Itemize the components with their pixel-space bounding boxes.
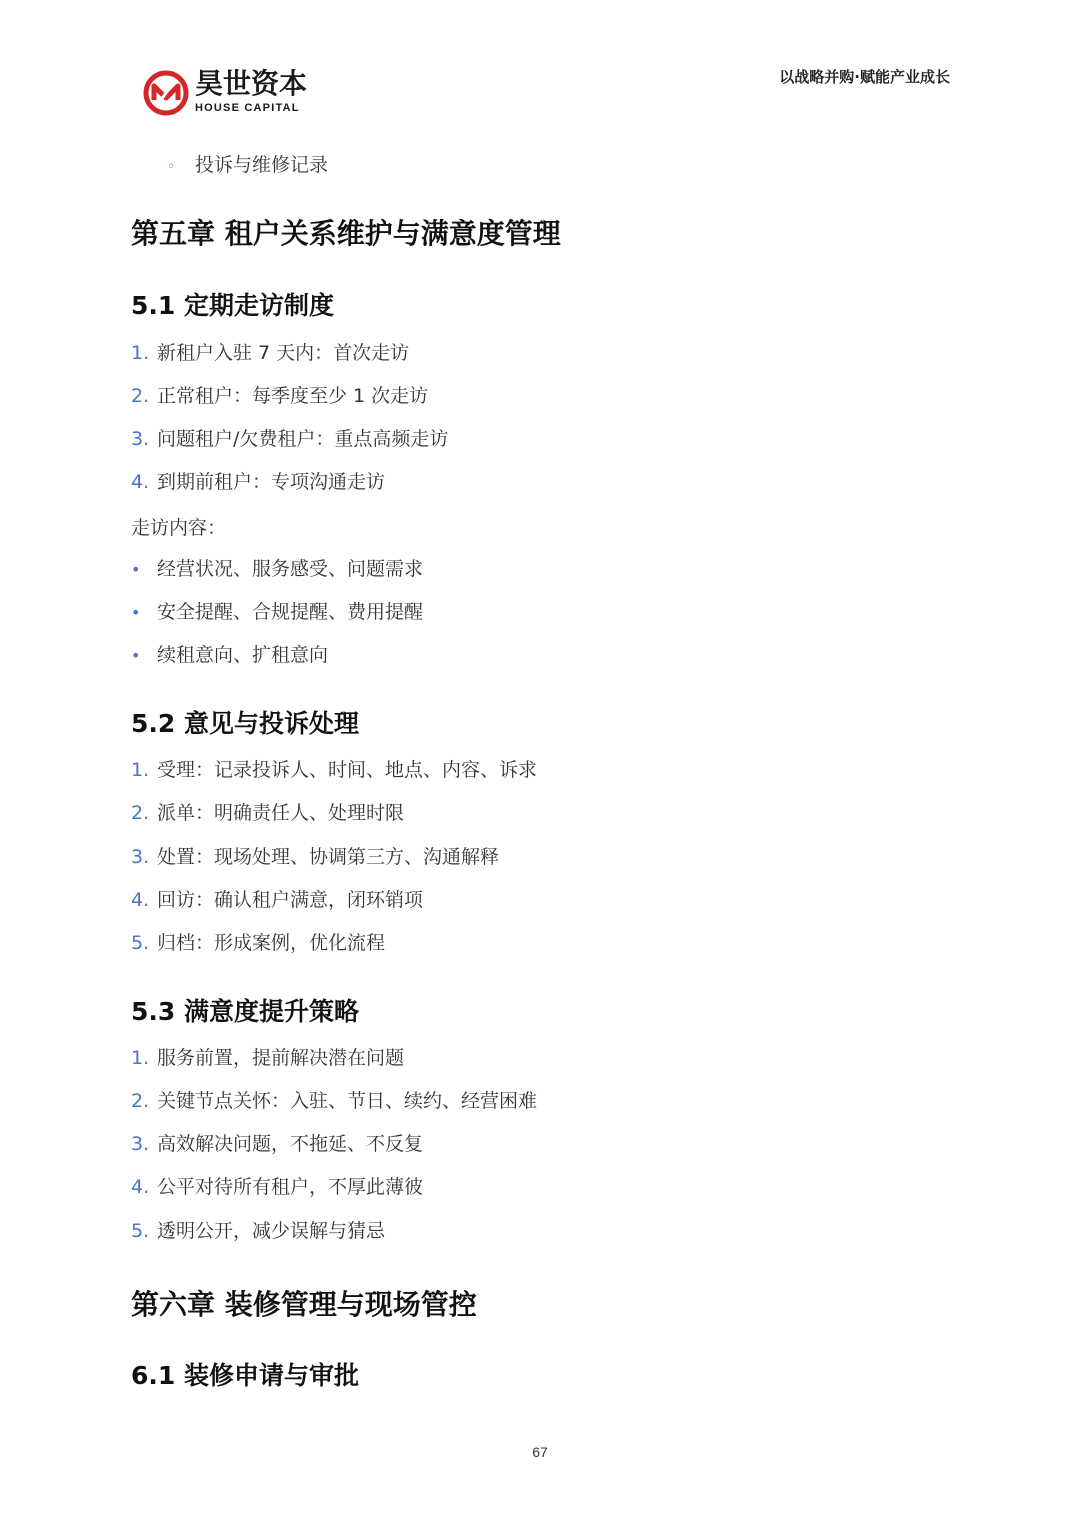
list-number: 5. [131,1220,150,1242]
house-capital-logo-icon [143,70,189,116]
bullet-item-text: 续租意向、扩租意向 [157,644,329,666]
list-number: 4. [131,471,150,493]
list-item-text: 公平对待所有租户，不厚此薄彼 [157,1176,424,1198]
list-item [131,1175,423,1199]
list-item-text: 归档：形成案例，优化流程 [157,932,386,954]
list-item [131,1219,385,1243]
list-item [131,427,448,451]
list-item [131,384,428,408]
header-slogan: 以战略并购·赋能产业成长 [779,68,950,86]
company-logo [143,68,313,120]
list-number: 1. [131,1047,150,1069]
list-number: 3. [131,428,150,450]
list-item-text: 透明公开，减少误解与猜忌 [157,1220,386,1242]
page-number: 67 [532,1444,548,1460]
list-item [131,470,385,494]
list-item-text: 处置：现场处理、协调第三方、沟通解释 [157,846,500,868]
list-item-text: 高效解决问题，不拖延、不反复 [157,1133,424,1155]
bullet-item-text: 安全提醒、合规提醒、费用提醒 [157,601,424,623]
bullet-item [131,600,423,625]
list-item-text: 派单：明确责任人、处理时限 [157,802,405,824]
list-item-text: 到期前租户：专项沟通走访 [157,471,386,493]
chapter-6-heading: 第六章 装修管理与现场管控 [131,1288,477,1321]
hollow-bullet-icon: ◦ [167,159,176,175]
list-number: 1. [131,342,150,364]
list-item-text: 回访：确认租户满意，闭环销项 [157,889,424,911]
list-item [131,1046,404,1070]
visit-content-label: 走访内容： [131,517,227,539]
list-item-text: 新租户入驻 7 天内：首次走访 [157,342,410,364]
sub-list-item-text: 投诉与维修记录 [195,154,329,176]
logo-chinese-name: 昊世资本 [195,67,308,100]
list-number: 3. [131,846,150,868]
list-item [131,341,409,365]
logo-english-name: HOUSE CAPITAL [195,102,300,114]
list-item-text: 服务前置，提前解决潜在问题 [157,1047,405,1069]
bullet-dot-icon: • [131,560,141,579]
bullet-item-text: 经营状况、服务感受、问题需求 [157,558,424,580]
list-number: 2. [131,1090,150,1112]
list-number: 5. [131,932,150,954]
section-5-1-heading: 5.1 定期走访制度 [131,291,334,320]
list-item [131,888,423,912]
list-item [131,1089,537,1113]
list-item-text: 问题租户/欠费租户：重点高频走访 [157,428,449,450]
section-6-1-heading: 6.1 装修申请与审批 [131,1361,359,1390]
bullet-dot-icon: • [131,646,141,665]
bullet-item [131,557,423,582]
section-5-2-heading: 5.2 意见与投诉处理 [131,709,359,738]
list-number: 4. [131,889,150,911]
section-5-3-heading: 5.3 满意度提升策略 [131,997,359,1026]
list-number: 2. [131,385,150,407]
list-number: 2. [131,802,150,824]
sub-list-item [167,150,328,177]
list-item [131,758,537,782]
list-item-text: 关键节点关怀：入驻、节日、续约、经营困难 [157,1090,538,1112]
bullet-dot-icon: • [131,603,141,622]
list-item [131,1132,423,1156]
list-item [131,845,499,869]
list-number: 1. [131,759,150,781]
list-item-text: 正常租户：每季度至少 1 次走访 [157,385,429,407]
list-number: 3. [131,1133,150,1155]
list-item [131,931,385,955]
list-item [131,801,404,825]
bullet-item [131,643,328,668]
list-item-text: 受理：记录投诉人、时间、地点、内容、诉求 [157,759,538,781]
list-number: 4. [131,1176,150,1198]
chapter-5-heading: 第五章 租户关系维护与满意度管理 [131,217,561,250]
